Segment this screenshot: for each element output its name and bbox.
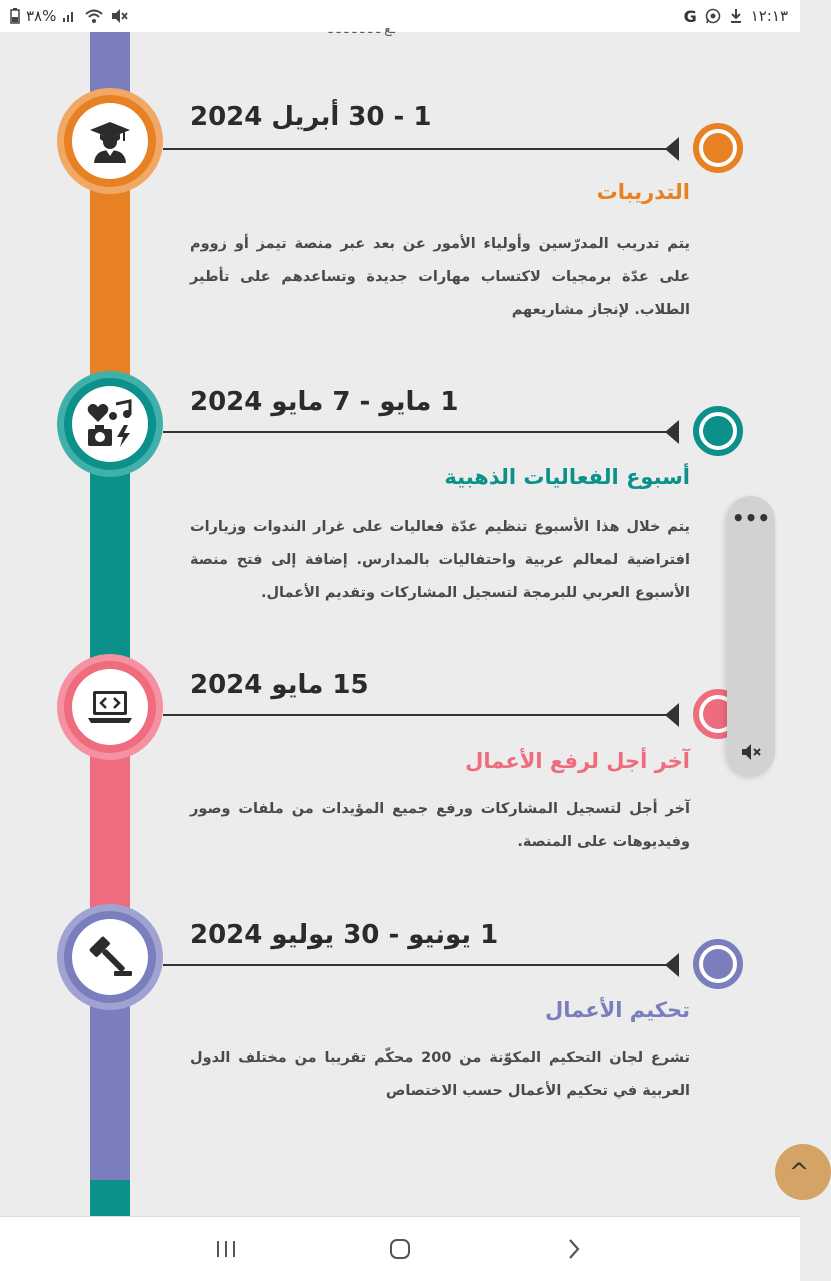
signal-icon [62,9,78,23]
clock: ١٢:١٣ [750,7,788,25]
timeline-connector [163,714,678,716]
timeline-connector [163,148,678,150]
connector-arrow [665,953,679,977]
timeline-title: التدريبات [596,180,690,204]
timeline-connector [163,431,678,433]
status-icons-right [684,6,788,26]
recents-icon [215,1239,237,1259]
timeline-title: أسبوع الفعاليات الذهبية [444,465,690,489]
timeline-node [693,123,743,173]
connector-arrow [665,420,679,444]
events-icon [86,400,134,448]
speaker-mute-icon[interactable] [739,740,763,764]
timeline-date: 15 مايو 2024 [190,670,369,700]
home-icon [388,1237,412,1261]
timeline-description: يتم خلال هذا الأسبوع تنظيم عدّة فعاليات على غرار الندوات وزيارات افتراضية لمعالم عربية واحتفاليات بالمدارس. إضافة إلى فتح منصة الأسبوع العربي للبرمجة لتسجيل المشاركات وتقديم الأعمال. [190,519,690,601]
timeline-date: 1 يونيو - 30 يوليو 2024 [190,920,499,950]
connector-arrow [665,137,679,161]
recents-button[interactable] [210,1235,242,1263]
previous-section-fragment: ـع ـ ـ ـ ـ ـ ـ ـ [328,22,395,37]
gavel-icon [86,933,134,981]
timeline-node [693,406,743,456]
timeline-icon-circle [57,88,163,194]
timeline-node [693,939,743,989]
laptop-code-icon [86,683,134,731]
wifi-icon [84,8,104,24]
chevron-up-icon: ^ [789,1158,810,1186]
whatsapp-icon [705,8,721,24]
timeline-description: تشرع لجان التحكيم المكوّنة من 200 محكّم تقريبا من مختلف الدول العربية في تحكيم الأعمال حسب الاختصاص [190,1050,691,1099]
timeline-date: 1 - 30 أبريل 2024 [190,102,432,132]
timeline-connector [163,964,678,966]
back-button[interactable] [558,1235,590,1263]
scroll-to-top-button[interactable] [775,1144,831,1200]
graduate-icon [86,117,134,165]
home-button[interactable] [384,1235,416,1263]
timeline-title: تحكيم الأعمال [545,998,690,1022]
status-icons-left [10,6,128,26]
battery-icon [10,8,20,24]
timeline-title: آخر أجل لرفع الأعمال [465,749,690,773]
chevron-right-icon [566,1238,582,1260]
system-navigation-bar [0,1216,800,1281]
timeline-icon-circle [57,904,163,1010]
timeline-description: آخر أجل لتسجيل المشاركات ورفع جميع المؤيدات من ملفات وصور وفيديوهات على المنصة. [190,801,690,850]
download-icon [729,8,743,24]
status-bar [0,0,800,32]
connector-arrow [665,703,679,727]
mute-icon [110,8,128,24]
google-icon: G [683,6,697,26]
timeline-icon-circle [57,371,163,477]
floating-media-panel[interactable] [727,496,775,776]
timeline-description: يتم تدريب المدرّسين وأولياء الأمور عن بعد عبر منصة تيمز أو زووم على عدّة برمجيات لاكتساب مهارات جديدة وتساعدهم على تأطير الطلاب. لإنجاز مشاريعهم [190,236,690,318]
battery-percent: ٣٨% [26,7,57,25]
more-options-button[interactable]: ••• [731,506,771,530]
timeline-icon-circle [57,654,163,760]
timeline-line-segment [90,1180,130,1218]
timeline-date: 1 مايو - 7 مايو 2024 [190,387,459,417]
